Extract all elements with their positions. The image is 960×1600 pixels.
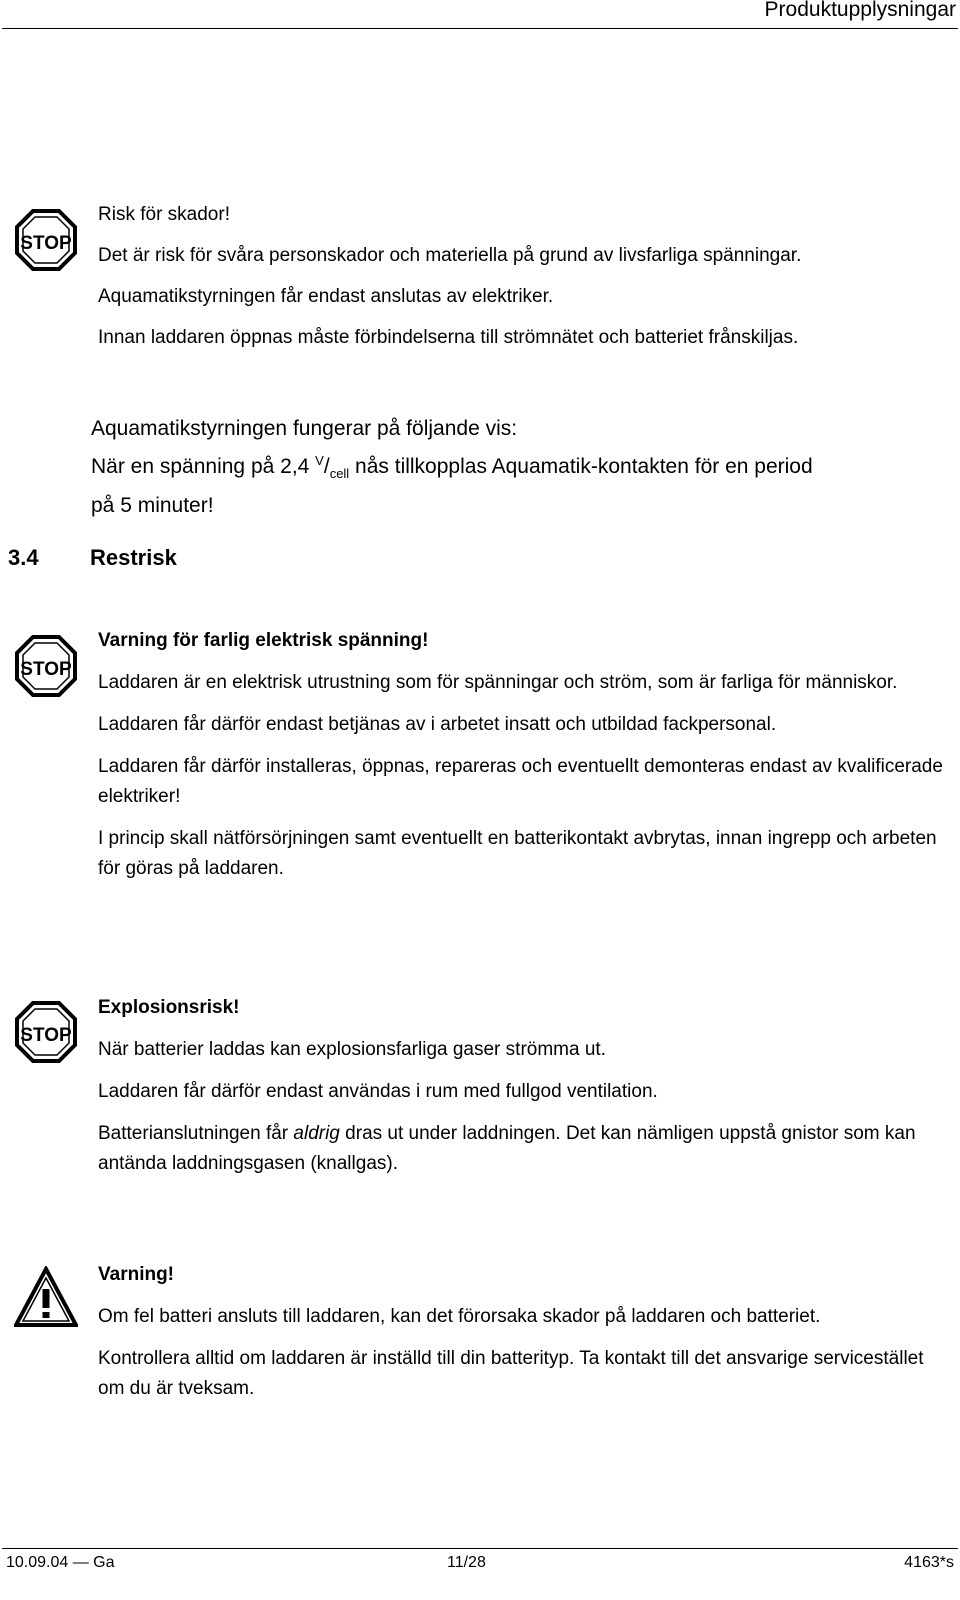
aquamatic-info — [91, 413, 941, 522]
stop-sign-icon — [14, 634, 78, 698]
warning-electrical-paragraph-3: Laddaren får därför installeras, öppnas, repareras och eventuellt demonteras endast av kvalificerade elektriker! — [98, 756, 943, 807]
warning-battery-paragraph-1: Om fel batteri ansluts till laddaren, kan det förorsaka skador på laddaren och batteriet. — [98, 1306, 821, 1327]
page-header — [0, 0, 960, 30]
header-rule — [2, 28, 958, 29]
aquamatic-info-line-3: på 5 minuter! — [91, 494, 214, 518]
footer-doc-code: 4163*s — [904, 1554, 954, 1571]
footer-date: 10.09.04 — Ga — [6, 1554, 115, 1571]
warning-explosion-paragraph-3: Batterianslutningen får aldrig dras ut under laddningen. Det kan nämligen uppstå gnistor som kan antända laddningsgasen (knallgas). — [98, 1123, 916, 1174]
warning-electrical-paragraph-4: I princip skall nätförsörjningen samt eventuellt en batterikontakt avbrytas, innan ingrepp och arbeten för göras på laddaren. — [98, 828, 937, 879]
warning-risk-line-3: Innan laddaren öppnas måste förbindelserna till strömnätet och batteriet frånskiljas. — [98, 327, 799, 348]
footer-page-number: 11/28 — [447, 1554, 486, 1571]
warning-explosion-paragraph-2: Laddaren får därför endast användas i rum med fullgod ventilation. — [98, 1081, 658, 1102]
warning-explosion-title: Explosionsrisk! — [98, 997, 240, 1018]
warning-battery-block — [98, 1260, 948, 1404]
warning-electrical-block — [98, 626, 948, 884]
warning-risk-block — [98, 200, 948, 364]
section-heading — [8, 545, 177, 571]
warning-electrical-paragraph-2: Laddaren får därför endast betjänas av i arbetet insatt och utbildad fackpersonal. — [98, 714, 777, 735]
aquamatic-info-line-1: Aquamatikstyrningen fungerar på följande vis: — [91, 417, 518, 440]
warning-explosion-block — [98, 993, 948, 1179]
section-number: 3.4 — [8, 545, 39, 570]
warning-triangle-icon — [14, 1266, 78, 1330]
warning-electrical-paragraph-1: Laddaren är en elektrisk utrustning som för spänningar och ström, som är farliga för människor. — [98, 672, 898, 693]
stop-sign-text: STOP — [20, 659, 72, 680]
section-title: Restrisk — [90, 545, 177, 570]
warning-battery-title: Varning! — [98, 1264, 175, 1285]
footer-rule — [2, 1548, 958, 1549]
stop-sign-text: STOP — [20, 1025, 72, 1046]
warning-explosion-paragraph-1: När batterier laddas kan explosionsfarliga gaser strömma ut. — [98, 1039, 606, 1060]
warning-battery-paragraph-2: Kontrollera alltid om laddaren är inställd till din batterityp. Ta kontakt till det ansvarige servicestället om du är tveksam. — [98, 1348, 924, 1399]
warning-risk-line-2: Aquamatikstyrningen får endast anslutas av elektriker. — [98, 286, 554, 307]
warning-risk-line-1: Det är risk för svåra personskador och materiella på grund av livsfarliga spänningar. — [98, 245, 802, 266]
stop-sign-icon — [14, 208, 78, 272]
header-title: Produktupplysningar — [764, 0, 956, 21]
stop-sign-icon — [14, 1000, 78, 1064]
warning-risk-title: Risk för skador! — [98, 204, 230, 225]
stop-sign-text: STOP — [20, 233, 72, 254]
warning-electrical-title: Varning för farlig elektrisk spänning! — [98, 630, 429, 651]
aquamatic-info-line-2: När en spänning på 2,4 $^V/_{cell}$ nås tillkopplas Aquamatik-kontakten för en period — [91, 453, 813, 482]
page-footer — [0, 1548, 960, 1578]
